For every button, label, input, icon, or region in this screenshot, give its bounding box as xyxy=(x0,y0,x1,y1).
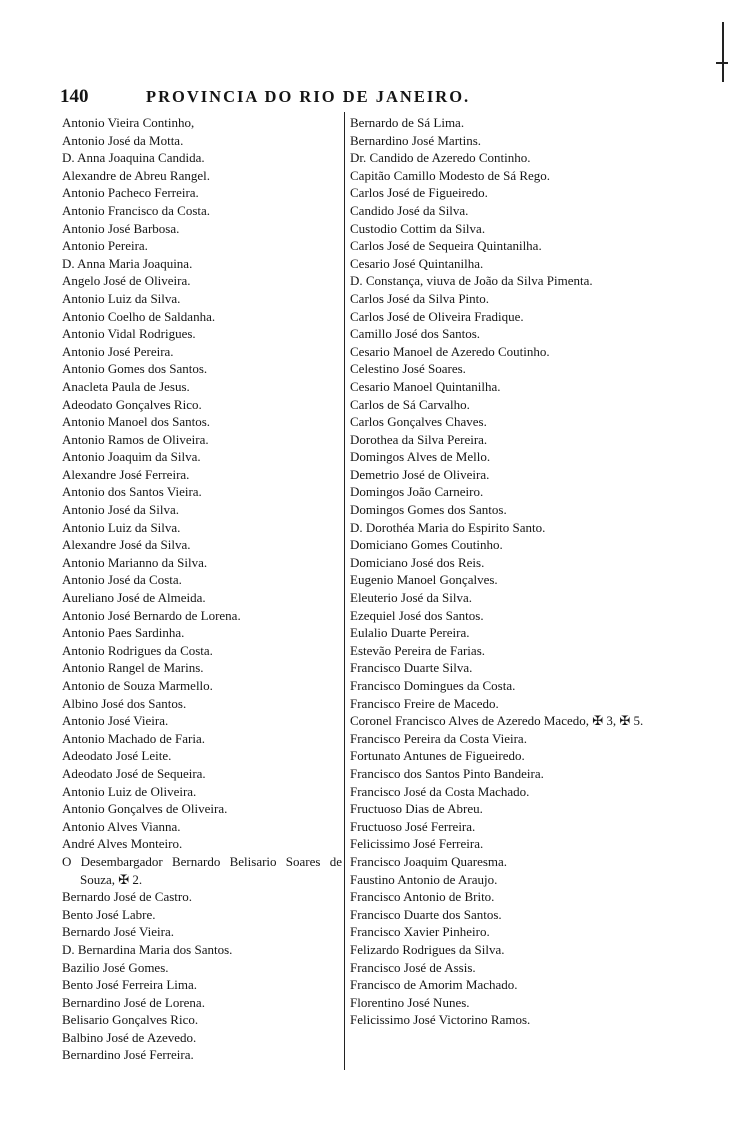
name-entry: Bernardo José Vieira. xyxy=(62,924,174,940)
name-entry: Antonio Gomes dos Santos. xyxy=(62,361,208,377)
name-entry: Antonio Manoel dos Santos. xyxy=(62,414,211,430)
name-entry: Balbino José de Azevedo. xyxy=(62,1029,197,1045)
name-entry: Antonio José da Silva. xyxy=(62,502,179,518)
name-entry: Felicissimo José Victorino Ramos. xyxy=(350,1012,531,1028)
name-entry: Bento José Labre. xyxy=(62,906,156,922)
left-column xyxy=(62,114,342,1064)
name-entry: Cesario Manoel de Azeredo Coutinho. xyxy=(350,343,550,359)
name-entry: Francisco José da Costa Machado. xyxy=(350,783,530,799)
name-entry: Francisco dos Santos Pinto Bandeira. xyxy=(350,765,544,781)
name-entry: Eulalio Duarte Pereira. xyxy=(350,625,470,641)
name-entry: Francisco Joaquim Quaresma. xyxy=(350,853,508,869)
name-entry: Antonio Ramos de Oliveira. xyxy=(62,431,209,447)
name-entry: Francisco Domingues da Costa. xyxy=(350,678,516,693)
name-entry: Francisco Duarte Silva. xyxy=(350,660,473,676)
name-entry: Francisco de Amorim Machado. xyxy=(350,977,518,993)
name-entry: Francisco Pereira da Costa Vieira. xyxy=(350,730,527,746)
name-entry: Demetrio José de Oliveira. xyxy=(350,466,490,482)
name-entry: Carlos Gonçalves Chaves. xyxy=(350,414,487,430)
name-entry: Celestino José Soares. xyxy=(350,361,466,377)
name-entry: Antonio Francisco da Costa. xyxy=(62,202,211,218)
name-entry: Antonio Vidal Rodrigues. xyxy=(62,326,196,342)
name-entry: Antonio Vieira Continho, xyxy=(62,115,195,130)
name-entry: Cesario Manoel Quintanilha. xyxy=(350,378,501,394)
name-entry: Domingos João Carneiro. xyxy=(350,484,484,500)
name-entry: Antonio Alves Vianna. xyxy=(62,818,181,834)
name-entry: Carlos José de Sequeira Quintanilha. xyxy=(350,238,542,254)
page-header xyxy=(60,86,530,108)
name-entry: Bento José Ferreira Lima. xyxy=(62,977,198,993)
name-entry: Custodio Cottim da Silva. xyxy=(350,220,486,236)
name-entry: Antonio Gonçalves de Oliveira. xyxy=(62,801,228,817)
name-entry: Dorothea da Silva Pereira. xyxy=(350,431,488,447)
page-number: 140 xyxy=(60,86,89,107)
name-entry: Fortunato Antunes de Figueiredo. xyxy=(350,748,525,764)
name-entry: Cesario José Quintanilha. xyxy=(350,255,484,271)
name-entry: Antonio Machado de Faria. xyxy=(62,730,205,746)
name-entry: Antonio dos Santos Vieira. xyxy=(62,484,202,500)
name-entry: Domiciano José dos Reis. xyxy=(350,554,485,570)
name-entry: André Alves Monteiro. xyxy=(62,836,183,852)
name-entry: Antonio José Bernardo de Lorena. xyxy=(62,607,241,623)
name-entry: Antonio José da Motta. xyxy=(62,132,184,148)
name-entry: Antonio Pereira. xyxy=(62,238,148,254)
name-entry: Belisario Gonçalves Rico. xyxy=(62,1012,199,1028)
name-entry: Coronel Francisco Alves de Azeredo Macedo, ✠ 3, ✠ 5. xyxy=(350,713,644,729)
name-entry: Capitão Camillo Modesto de Sá Rego. xyxy=(350,167,551,183)
name-entry: D. Dorothéa Maria do Espirito Santo. xyxy=(350,519,546,535)
name-entry: Eugenio Manoel Gonçalves. xyxy=(350,572,498,588)
name-entry: Estevão Pereira de Farias. xyxy=(350,642,486,658)
name-entry: Candido José da Silva. xyxy=(350,202,469,218)
name-entry: Domingos Gomes dos Santos. xyxy=(350,502,507,518)
name-entry: Faustino Antonio de Araujo. xyxy=(350,871,498,887)
name-entry: Antonio de Souza Marmello. xyxy=(62,678,213,693)
name-entry: Anacleta Paula de Jesus. xyxy=(62,378,190,394)
name-entry: O Desembargador Bernardo Belisario Soares de Souza, ✠ 2. xyxy=(62,853,342,887)
name-entry: Ezequiel José dos Santos. xyxy=(350,607,484,623)
name-entry: Bernardino José Ferreira. xyxy=(62,1047,194,1063)
name-entry: Camillo José dos Santos. xyxy=(350,326,481,342)
name-entry: Antonio José Vieira. xyxy=(62,713,169,729)
name-entry: Francisco Xavier Pinheiro. xyxy=(350,924,490,940)
name-entry: Antonio Paes Sardinha. xyxy=(62,625,185,641)
name-entry: Antonio Joaquim da Silva. xyxy=(62,449,201,465)
name-entry: Fructuoso Dias de Abreu. xyxy=(350,801,483,817)
name-entry: Antonio Rangel de Marins. xyxy=(62,660,204,676)
name-entry: Antonio Rodrigues da Costa. xyxy=(62,642,213,658)
name-entry: Antonio José da Costa. xyxy=(62,572,182,588)
name-entry: Antonio Luiz da Silva. xyxy=(62,290,181,306)
name-entry: Francisco José de Assis. xyxy=(350,959,476,975)
name-entry: D. Bernardina Maria dos Santos. xyxy=(62,941,233,957)
name-entry: Angelo José de Oliveira. xyxy=(62,273,191,289)
column-divider xyxy=(344,112,345,1070)
name-entry: Albino José dos Santos. xyxy=(62,695,187,711)
name-entry: Antonio Pacheco Ferreira. xyxy=(62,185,199,201)
name-entry: Felizardo Rodrigues da Silva. xyxy=(350,941,505,957)
name-entry: Bernardo José de Castro. xyxy=(62,889,192,905)
name-entry: Bernardo de Sá Lima. xyxy=(350,115,465,130)
name-entry: Carlos de Sá Carvalho. xyxy=(350,396,470,412)
name-entry: Adeodato José Leite. xyxy=(62,748,172,764)
name-entry: Adeodato Gonçalves Rico. xyxy=(62,396,202,412)
name-entry: Eleuterio José da Silva. xyxy=(350,590,473,606)
name-entry: Antonio Coelho de Saldanha. xyxy=(62,308,216,324)
right-column xyxy=(350,114,720,1029)
name-entry: Domiciano Gomes Coutinho. xyxy=(350,537,503,553)
name-entry: Aureliano José de Almeida. xyxy=(62,590,206,606)
margin-dash xyxy=(716,62,728,64)
name-entry: Bazilio José Gomes. xyxy=(62,959,169,975)
name-entry: Alexandre de Abreu Rangel. xyxy=(62,167,211,183)
name-entry: Antonio Luiz de Oliveira. xyxy=(62,783,197,799)
name-entry: Francisco Duarte dos Santos. xyxy=(350,906,502,922)
name-entry: D. Anna Joaquina Candida. xyxy=(62,150,205,166)
name-entry: Antonio Luiz da Silva. xyxy=(62,519,181,535)
name-entry: Dr. Candido de Azeredo Continho. xyxy=(350,150,531,166)
name-entry: Domingos Alves de Mello. xyxy=(350,449,491,465)
name-entry: Antonio Marianno da Silva. xyxy=(62,554,208,570)
name-entry: Adeodato José de Sequeira. xyxy=(62,765,206,781)
name-entry: Carlos José de Oliveira Fradique. xyxy=(350,308,524,324)
name-entry: Carlos José de Figueiredo. xyxy=(350,185,488,201)
name-entry: D. Constança, viuva de João da Silva Pimenta. xyxy=(350,273,593,289)
name-entry: D. Anna Maria Joaquina. xyxy=(62,255,193,271)
name-entry: Fructuoso José Ferreira. xyxy=(350,818,476,834)
name-entry: Bernardino José Martins. xyxy=(350,132,482,148)
margin-rule xyxy=(722,22,724,82)
margin-marks xyxy=(716,0,736,200)
name-entry: Antonio José Barbosa. xyxy=(62,220,180,236)
name-entry: Carlos José da Silva Pinto. xyxy=(350,290,490,306)
name-entry: Antonio José Pereira. xyxy=(62,343,174,359)
name-entry: Felicissimo José Ferreira. xyxy=(350,836,484,852)
name-entry: Florentino José Nunes. xyxy=(350,994,470,1010)
name-entry: Alexandre José da Silva. xyxy=(62,537,191,553)
name-entry: Bernardino José de Lorena. xyxy=(62,994,205,1010)
running-title: PROVINCIA DO RIO DE JANEIRO. xyxy=(146,87,471,106)
name-entry: Alexandre José Ferreira. xyxy=(62,466,190,482)
name-entry: Francisco Freire de Macedo. xyxy=(350,695,499,711)
name-entry: Francisco Antonio de Brito. xyxy=(350,889,495,905)
